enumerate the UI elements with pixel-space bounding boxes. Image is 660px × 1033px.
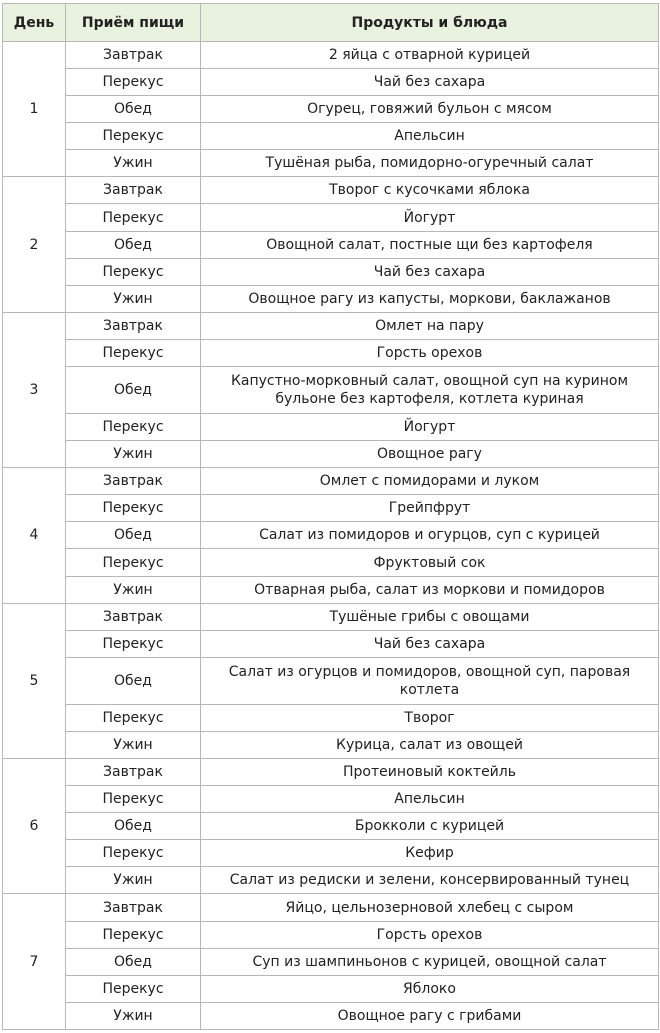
meal-food: Чай без сахара	[201, 630, 659, 657]
meal-food: Кефир	[201, 840, 659, 867]
meal-name: Обед	[66, 366, 201, 413]
meal-name: Перекус	[66, 840, 201, 867]
meal-name: Обед	[66, 657, 201, 704]
meal-food: Овощное рагу	[201, 441, 659, 468]
meal-name: Ужин	[66, 150, 201, 177]
meal-name: Перекус	[66, 258, 201, 285]
meal-food: Творог с кусочками яблока	[201, 177, 659, 204]
table-row	[3, 813, 659, 840]
meal-name: Обед	[66, 813, 201, 840]
meal-food: 2 яйца с отварной курицей	[201, 42, 659, 69]
meal-name: Перекус	[66, 549, 201, 576]
table-row	[3, 948, 659, 975]
meal-name: Обед	[66, 522, 201, 549]
meal-food: Творог	[201, 704, 659, 731]
meal-food: Фруктовый сок	[201, 549, 659, 576]
meal-name: Ужин	[66, 285, 201, 312]
day-number: 5	[3, 603, 66, 758]
table-row	[3, 150, 659, 177]
table-row	[3, 414, 659, 441]
table-row	[3, 42, 659, 69]
meal-name: Перекус	[66, 123, 201, 150]
meal-name: Ужин	[66, 732, 201, 759]
table-row	[3, 258, 659, 285]
meal-name: Перекус	[66, 339, 201, 366]
meal-food: Апельсин	[201, 786, 659, 813]
day-number: 2	[3, 177, 66, 312]
meal-food: Салат из помидоров и огурцов, суп с курицей	[201, 522, 659, 549]
meal-food: Курица, салат из овощей	[201, 732, 659, 759]
meal-name: Завтрак	[66, 312, 201, 339]
meal-name: Перекус	[66, 414, 201, 441]
table-row	[3, 732, 659, 759]
header-row	[3, 4, 659, 42]
meal-food: Омлет с помидорами и луком	[201, 468, 659, 495]
table-row	[3, 522, 659, 549]
meal-food: Брокколи с курицей	[201, 813, 659, 840]
meal-food: Яйцо, цельнозерновой хлебец с сыром	[201, 894, 659, 921]
meal-name: Перекус	[66, 921, 201, 948]
meal-food: Суп из шампиньонов с курицей, овощной салат	[201, 948, 659, 975]
day-number: 7	[3, 894, 66, 1030]
table-row	[3, 921, 659, 948]
meal-food: Чай без сахара	[201, 258, 659, 285]
table-row	[3, 576, 659, 603]
meal-name: Завтрак	[66, 759, 201, 786]
meal-food: Чай без сахара	[201, 69, 659, 96]
table-row	[3, 96, 659, 123]
meal-food: Салат из огурцов и помидоров, овощной суп, паровая котлета	[201, 657, 659, 704]
table-row	[3, 786, 659, 813]
meal-name: Ужин	[66, 576, 201, 603]
meal-food: Протеиновый коктейль	[201, 759, 659, 786]
meal-name: Перекус	[66, 69, 201, 96]
table-row	[3, 975, 659, 1002]
meal-name: Ужин	[66, 441, 201, 468]
table-body	[3, 42, 659, 1030]
table-row	[3, 495, 659, 522]
meal-name: Завтрак	[66, 177, 201, 204]
meal-food: Овощное рагу из капусты, моркови, баклажанов	[201, 285, 659, 312]
meal-food: Салат из редиски и зелени, консервированный тунец	[201, 867, 659, 894]
table-row	[3, 468, 659, 495]
meal-food: Овощной салат, постные щи без картофеля	[201, 231, 659, 258]
table-row	[3, 312, 659, 339]
table-row	[3, 204, 659, 231]
table-row	[3, 549, 659, 576]
table-row	[3, 1002, 659, 1029]
table-row	[3, 840, 659, 867]
table-row	[3, 366, 659, 413]
table-row	[3, 231, 659, 258]
meal-food: Горсть орехов	[201, 339, 659, 366]
meal-food: Отварная рыба, салат из моркови и помидоров	[201, 576, 659, 603]
header-meal: Приём пищи	[66, 4, 201, 42]
meal-name: Перекус	[66, 204, 201, 231]
header-day: День	[3, 4, 66, 42]
meal-name: Завтрак	[66, 468, 201, 495]
meal-food: Апельсин	[201, 123, 659, 150]
day-number: 1	[3, 42, 66, 177]
meal-food: Огурец, говяжий бульон с мясом	[201, 96, 659, 123]
meal-name: Перекус	[66, 495, 201, 522]
table-row	[3, 177, 659, 204]
table-row	[3, 603, 659, 630]
meal-food: Йогурт	[201, 204, 659, 231]
meal-food: Омлет на пару	[201, 312, 659, 339]
meal-food: Грейпфрут	[201, 495, 659, 522]
meal-name: Перекус	[66, 786, 201, 813]
table-row	[3, 867, 659, 894]
meal-name: Завтрак	[66, 603, 201, 630]
meal-food: Капустно-морковный салат, овощной суп на курином бульоне без картофеля, котлета куриная	[201, 366, 659, 413]
table-row	[3, 339, 659, 366]
meal-name: Обед	[66, 96, 201, 123]
day-number: 4	[3, 468, 66, 603]
meal-name: Перекус	[66, 975, 201, 1002]
meal-food: Тушёная рыба, помидорно-огуречный салат	[201, 150, 659, 177]
table-row	[3, 285, 659, 312]
meal-food: Горсть орехов	[201, 921, 659, 948]
table-row	[3, 657, 659, 704]
meal-food: Овощное рагу с грибами	[201, 1002, 659, 1029]
day-number: 6	[3, 759, 66, 894]
meal-food: Яблоко	[201, 975, 659, 1002]
header-food: Продукты и блюда	[201, 4, 659, 42]
meal-name: Обед	[66, 948, 201, 975]
table-row	[3, 704, 659, 731]
table-row	[3, 123, 659, 150]
table-row	[3, 630, 659, 657]
table-row	[3, 441, 659, 468]
table-row	[3, 759, 659, 786]
day-number: 3	[3, 312, 66, 467]
meal-name: Перекус	[66, 630, 201, 657]
meal-name: Ужин	[66, 867, 201, 894]
meal-name: Обед	[66, 231, 201, 258]
table-row	[3, 69, 659, 96]
meal-name: Завтрак	[66, 894, 201, 921]
meal-name: Ужин	[66, 1002, 201, 1029]
meal-name: Перекус	[66, 704, 201, 731]
meal-food: Йогурт	[201, 414, 659, 441]
table-row	[3, 894, 659, 921]
meal-food: Тушёные грибы с овощами	[201, 603, 659, 630]
diet-menu-table	[2, 3, 659, 1030]
meal-name: Завтрак	[66, 42, 201, 69]
